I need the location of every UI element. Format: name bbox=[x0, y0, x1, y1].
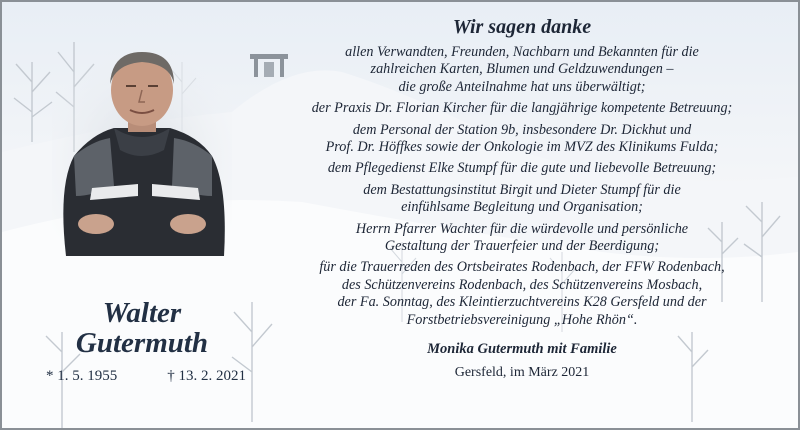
life-dates bbox=[46, 368, 246, 385]
paragraph-speeches bbox=[292, 259, 752, 329]
text-line: dem Pflegedienst Elke Stumpf für die gute und liebevolle Betreuung; bbox=[327, 160, 717, 177]
text-line: die große Anteilnahme hat uns überwältigt; bbox=[398, 78, 646, 95]
text-line: zahlreichen Karten, Blumen und Geldzuwendungen – bbox=[370, 61, 674, 78]
heading: Wir sagen danke bbox=[452, 16, 592, 38]
text-line: der Fa. Sonntag, des Kleintierzuchtvereins K28 Gersfeld und der bbox=[337, 294, 707, 311]
birth-date: * 1. 5. 1955 bbox=[46, 368, 118, 384]
text-line: der Praxis Dr. Florian Kircher für die langjährige kompetente Betreuung; bbox=[311, 100, 733, 117]
text-line: für die Trauerreden des Ortsbeirates Rodenbach, der FFW Rodenbach, bbox=[319, 259, 725, 276]
first-name: Walter bbox=[102, 297, 182, 329]
death-date: † 13. 2. 2021 bbox=[167, 368, 246, 384]
paragraph-pastor bbox=[292, 221, 752, 256]
text-line: Herrn Pfarrer Wachter für die würdevolle und persönliche bbox=[355, 220, 689, 237]
text-line: Gestaltung der Trauerfeier und der Beerdigung; bbox=[384, 238, 660, 255]
paragraph-relatives bbox=[292, 44, 752, 96]
paragraph-funeral-home bbox=[292, 182, 752, 217]
text-line: einfühlsame Begleitung und Organisation; bbox=[401, 199, 643, 216]
paragraph-station bbox=[292, 122, 752, 157]
deceased-name bbox=[42, 298, 242, 358]
text-line: Prof. Dr. Höffkes sowie der Onkologie im MVZ des Klinikums Fulda; bbox=[325, 139, 719, 156]
text-line: des Schützenvereins Rodenbach, des Schützenvereins Mosbach, bbox=[341, 276, 703, 293]
signature: Monika Gutermuth mit Familie bbox=[427, 341, 617, 358]
text-line: allen Verwandten, Freunden, Nachbarn und Bekannten für die bbox=[345, 44, 699, 60]
thank-you-text bbox=[292, 14, 752, 381]
text-line: dem Bestattungsinstitut Birgit und Dieter Stumpf für die bbox=[363, 181, 681, 198]
paragraph-care-service bbox=[292, 160, 752, 177]
text-line: Forstbetriebsvereinigung „Hohe Rhön“. bbox=[406, 311, 638, 328]
last-name: Gutermuth bbox=[75, 327, 209, 359]
place-date: Gersfeld, im März 2021 bbox=[454, 364, 590, 380]
portrait-photo bbox=[52, 46, 232, 256]
paragraph-practice bbox=[292, 100, 752, 117]
text-line: dem Personal der Station 9b, insbesondere Dr. Dickhut und bbox=[352, 121, 692, 138]
